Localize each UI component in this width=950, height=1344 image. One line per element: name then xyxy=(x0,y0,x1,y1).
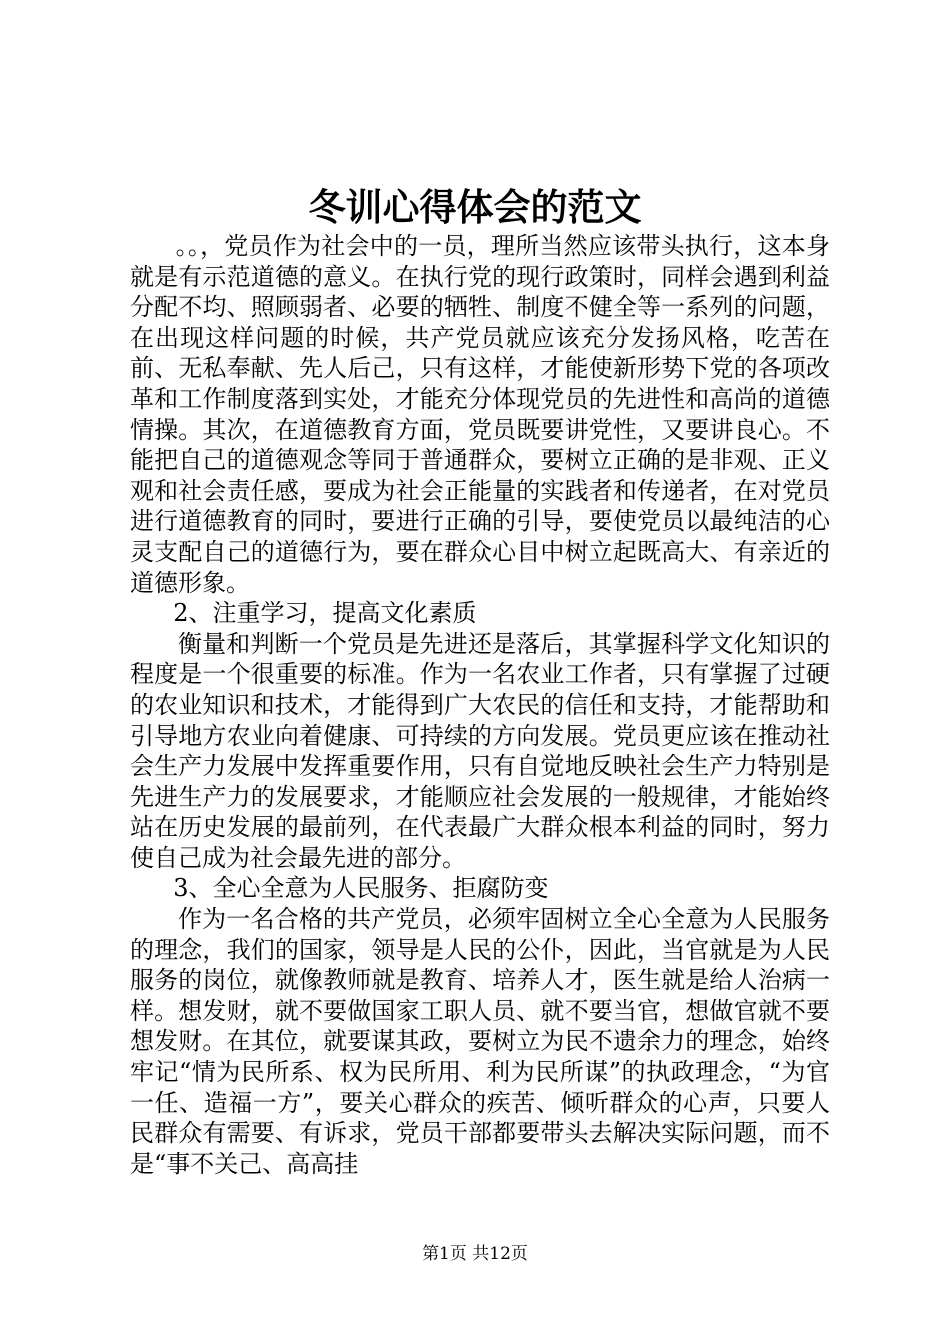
section-heading: 2、注重学习，提高文化素质 xyxy=(173,599,477,628)
section-heading: 3、全心全意为人民服务、拒腐防变 xyxy=(173,874,549,903)
page-footer: 第1页 共12页 xyxy=(422,1244,528,1264)
document-title: 冬训心得体会的范文 xyxy=(308,185,642,229)
body-paragraph: 衡量和判断一个党员是先进还是落后，其掌握科学文化知识的程度是一个很重要的标准。作为一名农业工作者，只有掌握了过硬的农业知识和技术，才能得到广大农民的信任和支持，才能帮助和引导地方农业向着健康、可持续的方向发展。党员更应该在推动社会生产力发展中发挥重要作用，只有自觉地反映社会生产力特别是先进生产力的发展要求，才能顺应社会发展的一般规律，才能始终站在历史发展的最前列，在代表最广大群众根本利益的同时，努力使自己成为社会最先进的部分。 xyxy=(130,629,830,872)
document-body xyxy=(130,231,830,1179)
body-paragraph: 作为一名合格的共产党员，必须牢固树立全心全意为人民服务的理念，我们的国家，领导是人民的公仆，因此，当官就是为人民服务的岗位，就像教师就是教育、培养人才，医生就是给人治病一样。想发财，就不要做国家工职人员、就不要当官，想做官就不要想发财。在其位，就要谋其政，要树立为民不遗余力的理念，始终牢记“情为民所系、权为民所用、利为民所谋”的执政理念，“为官一任、造福一方”，要关心群众的疾苦、倾听群众的心声，只要人民群众有需要、有诉求，党员干部都要带头去解决实际问题，而不是“事不关己、高高挂 xyxy=(130,905,830,1178)
body-paragraph: 。。，党员作为社会中的一员，理所当然应该带头执行，这本身就是有示范道德的意义。在执行党的现行政策时，同样会遇到利益分配不均、照顾弱者、必要的牺牲、制度不健全等一系列的问题，在出现这样问题的时候，共产党员就应该充分发扬风格，吃苦在前、无私奉献、先人后己，只有这样，才能使新形势下党的各项改革和工作制度落到实处，才能充分体现党员的先进性和高尚的道德情操。其次，在道德教育方面，党员既要讲党性，又要讲良心。不能把自己的道德观念等同于普通群众，要树立正确的是非观、正义观和社会责任感，要成为社会正能量的实践者和传递者，在对党员进行道德教育的同时，要进行正确的引导，要使党员以最纯洁的心灵支配自己的道德行为，要在群众心目中树立起既高大、有亲近的道德形象。 xyxy=(130,232,830,597)
